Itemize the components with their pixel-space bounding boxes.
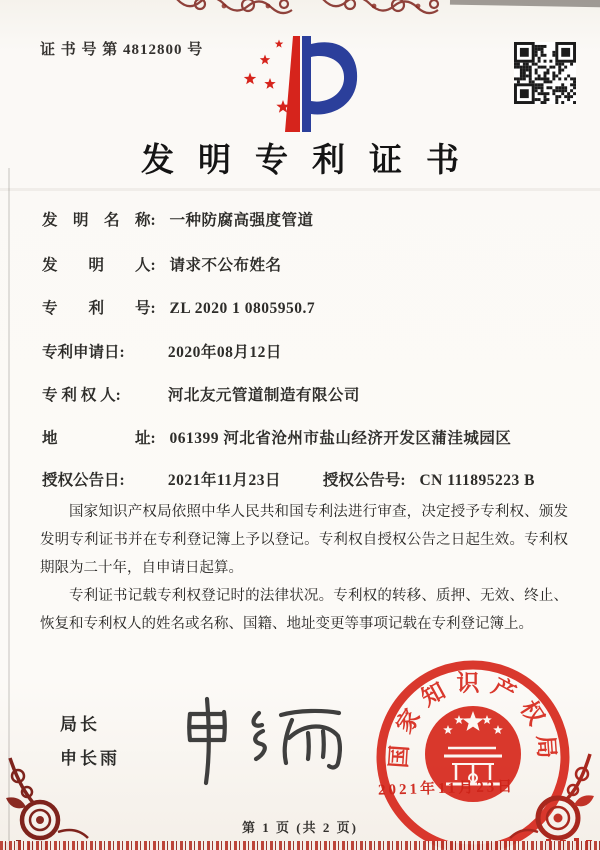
handwritten-signature bbox=[175, 686, 360, 791]
logo-stars bbox=[244, 40, 290, 113]
director-title: 局长 bbox=[60, 715, 100, 734]
photo-edge-band bbox=[450, 0, 600, 7]
logo-blue-p bbox=[302, 36, 357, 132]
page-number: 第 1 页 (共 2 页) bbox=[242, 820, 358, 835]
field-label: 地 址: bbox=[42, 430, 156, 447]
field-row-inventor bbox=[42, 253, 572, 275]
qr-code-icon bbox=[514, 42, 576, 104]
logo-red-wedge bbox=[285, 36, 300, 132]
field-row-grant-date bbox=[42, 468, 572, 490]
seal-ring-text: 国家知识产权局 bbox=[386, 670, 560, 769]
field-row-invention-name bbox=[42, 208, 572, 230]
legal-paragraph-1: 国家知识产权局依照中华人民共和国专利法进行审查，决定授予专利权、颁发发明专利证书并在专利登记簿上予以登记。专利权自授权公告之日起生效。专利权期限为二十年，自申请日起算。 bbox=[40, 504, 568, 576]
cnipa-patent-logo bbox=[240, 28, 364, 138]
field-label: 发 明 人: bbox=[42, 257, 156, 274]
seal-date-stamp: 2021年11月23日 bbox=[377, 779, 516, 799]
legal-text-block bbox=[40, 498, 568, 638]
field-value: 061399 河北省沧州市盐山经济开发区蒲洼城园区 bbox=[169, 430, 512, 447]
field-label: 专 利 号: bbox=[42, 300, 156, 317]
field-label: 授权公告号: bbox=[322, 472, 406, 489]
ornamental-corner-right bbox=[490, 734, 600, 850]
certificate-title: 发明专利证书 bbox=[141, 143, 483, 179]
field-label: 专利申请日: bbox=[42, 344, 125, 361]
field-row-application-date bbox=[42, 340, 572, 362]
scan-artifact-band bbox=[0, 188, 600, 191]
ornamental-corner-left bbox=[0, 736, 118, 850]
director-name: 申长雨 bbox=[60, 749, 120, 768]
legal-paragraph-2: 专利证书记载专利权登记时的法律状况。专利权的转移、质押、无效、终止、恢复和专利权人的姓名或名称、国籍、地址变更等事项记载在专利登记簿上。 bbox=[40, 588, 568, 632]
field-label: 发 明 名 称: bbox=[42, 212, 156, 229]
field-row-patent-number bbox=[42, 296, 572, 318]
field-value: 一种防腐高强度管道 bbox=[169, 212, 314, 229]
field-value: CN 111895223 B bbox=[419, 472, 535, 489]
ornamental-top-border bbox=[172, 0, 462, 16]
field-value: 请求不公布姓名 bbox=[169, 257, 282, 274]
field-value: ZL 2020 1 0805950.7 bbox=[169, 300, 316, 317]
field-row-address bbox=[42, 426, 572, 448]
field-label: 授权公告日: bbox=[42, 472, 125, 489]
field-value: 2021年11月23日 bbox=[167, 472, 282, 489]
field-label: 专 利 权 人: bbox=[42, 387, 121, 404]
certificate-number: 证 书 号 第 4812800 号 bbox=[40, 42, 204, 58]
field-value: 2020年08月12日 bbox=[167, 344, 282, 361]
field-row-patentee bbox=[42, 383, 572, 405]
ornamental-bottom-band bbox=[0, 841, 600, 850]
field-value: 河北友元管道制造有限公司 bbox=[167, 387, 360, 404]
